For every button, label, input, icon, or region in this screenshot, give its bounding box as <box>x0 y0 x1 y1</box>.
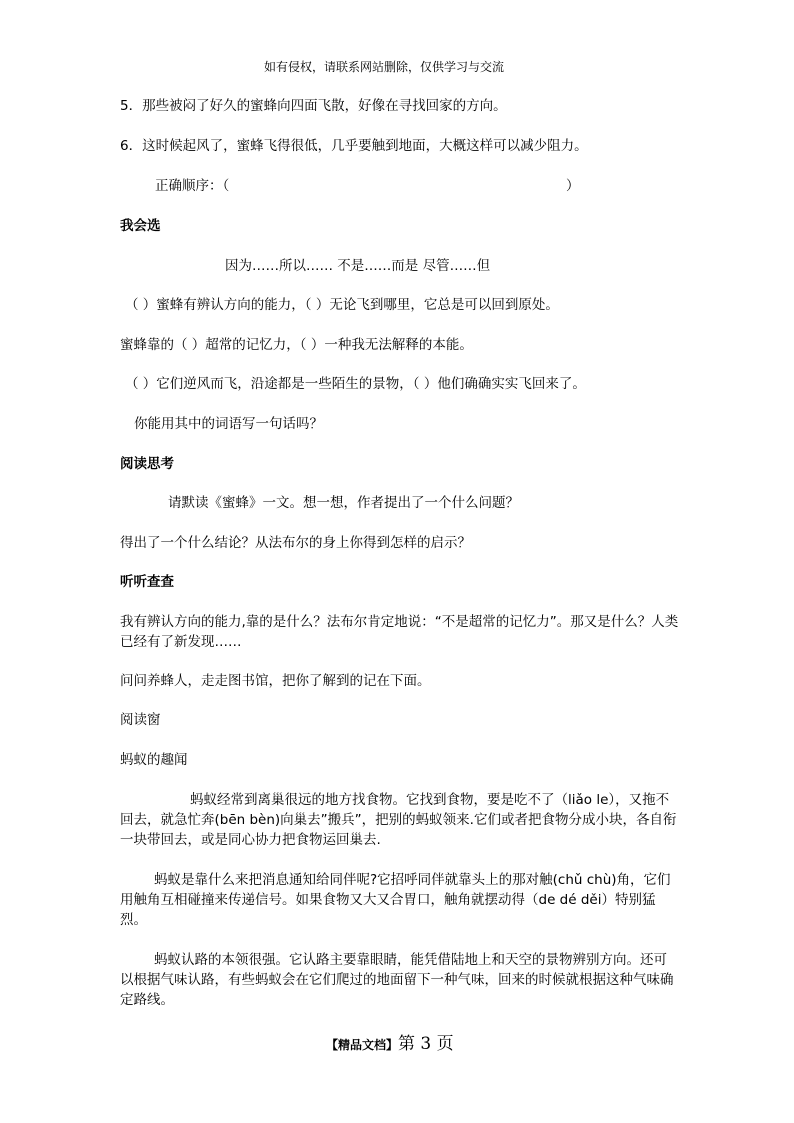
article-paragraph-2: 蚂蚁是靠什么来把消息通知给同伴呢?它招呼同伴就靠头上的那对触(chǔ chù)角，它们用触角互相碰撞来传递信号。如果食物又大又合胃口，触角就摆动得（de dé děi）特别猛烈。 <box>120 872 671 928</box>
reading-window-label: 阅读窗 <box>120 712 161 728</box>
page-header: 如有侵权，请联系网站删除，仅供学习与交流 <box>264 60 505 74</box>
footer-tag: 【精品文档】 <box>326 1038 399 1052</box>
article-paragraph-1: 蚂蚁经常到离巢很远的地方找食物。它找到食物，要是吃不了（liǎo le），又拖不回去，就急忙奔(bēn bèn)向巢去”搬兵”，把别的蚂蚁领来.它们或者把食物分成小块，各自衔一块带回去，或是同心协力把食物运回巢去. <box>120 792 677 848</box>
question-use-words: 你能用其中的词语写一句话吗？ <box>134 416 323 432</box>
reading-article-title: 蚂蚁的趣闻 <box>120 752 188 768</box>
listen-paragraph-1: 我有辨认方向的能力,靠的是什么？法布尔肯定地说：“不是超常的记忆力”。那又是什么？人类已经有了新发现…… <box>120 614 679 650</box>
page-footer <box>326 1035 454 1054</box>
order-label: 正确顺序：（ <box>155 178 230 194</box>
section-title-listen: 听听查查 <box>120 574 174 590</box>
listen-paragraph-2: 问问养蜂人，走走图书馆，把你了解到的记在下面。 <box>120 673 431 689</box>
sequence-item-6: 6．这时候起风了，蜜蜂飞得很低，几乎要触到地面，大概这样可以减少阻力。 <box>120 138 588 154</box>
article-paragraph-3: 蚂蚁认路的本领很强。它认路主要靠眼睛，能凭借陆地上和天空的景物辨别方向。还可以根据气味认路，有些蚂蚁会在它们爬过的地面留下一种气味，回来的时候就根据这种气味确定路线。 <box>120 952 674 1008</box>
word-choices: 因为……所以…… 不是……而是 尽管……但 <box>225 258 491 274</box>
sequence-item-5: 5．那些被闷了好久的蜜蜂向四面飞散，好像在寻找回家的方向。 <box>120 98 507 114</box>
fill-sentence-1: （ ）蜜蜂有辨认方向的能力，（ ）无论飞到哪里，它总是可以回到原处。 <box>125 297 559 313</box>
fill-sentence-3: （ ）它们逆风而飞，沿途都是一些陌生的景物，（ ）他们确确实实飞回来了。 <box>125 376 586 392</box>
section-title-read: 阅读思考 <box>120 456 174 472</box>
section-title-choose: 我会选 <box>120 218 161 234</box>
read-question-2: 得出了一个什么结论？从法布尔的身上你得到怎样的启示？ <box>120 535 471 551</box>
page-number: 第 3 页 <box>398 1034 454 1054</box>
read-question-1: 请默读《蜜蜂》一文。想一想，作者提出了一个什么问题？ <box>168 495 519 511</box>
fill-sentence-2: 蜜蜂靠的（ ）超常的记忆力，（ ）一种我无法解释的本能。 <box>120 337 473 353</box>
order-close: ） <box>566 178 580 194</box>
